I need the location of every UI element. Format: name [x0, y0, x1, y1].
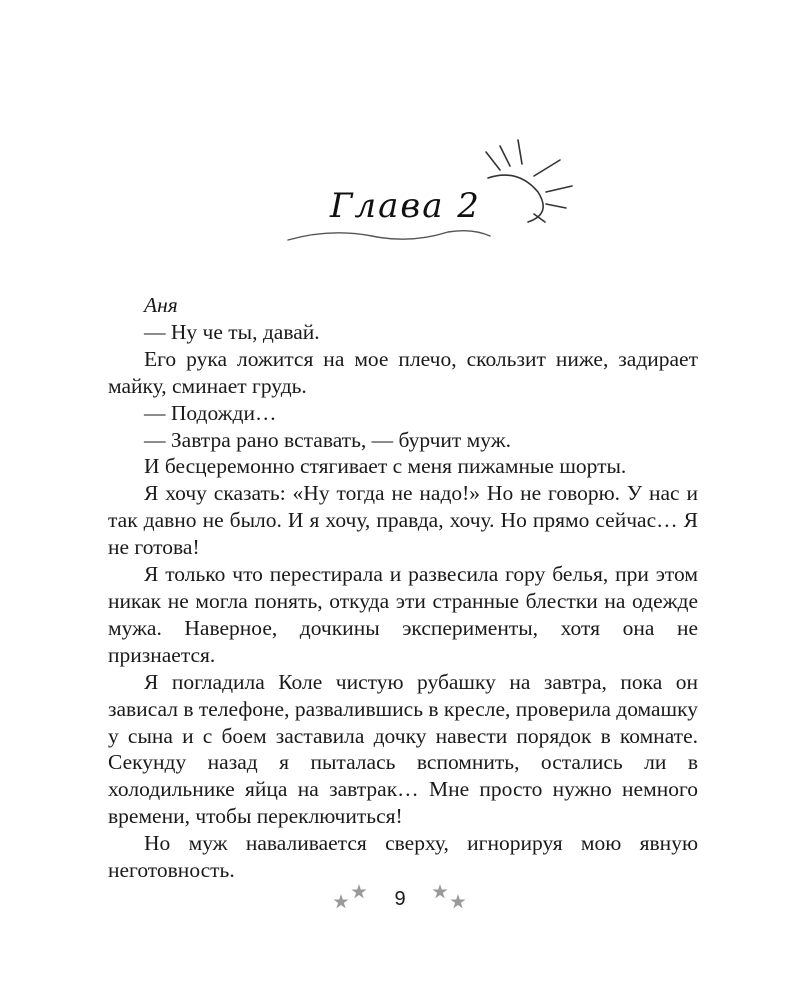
chapter-text: [108, 292, 698, 884]
paragraph: Я хочу сказать: «Ну тогда не надо!» Но не говорю. У нас и так давно не было. И я хочу, правда, хочу. Но прямо сейчас… Я не готова!: [108, 481, 698, 560]
paragraph: Я только что перестирала и развесила гору белья, при этом никак не могла понять, откуда эти странные блестки на одежде мужа. Наверное, дочкины эксперименты, хотя она не признается.: [108, 562, 698, 667]
paragraph: — Ну че ты, давай.: [144, 319, 320, 344]
paragraph: И бесцеремонно стягивает с меня пижамные шорты.: [144, 454, 627, 479]
title-underline-swash: [288, 231, 490, 240]
star-icon: [432, 884, 447, 898]
star-icon: [333, 894, 348, 908]
paragraph: — Подожди…: [144, 400, 277, 425]
paragraph: Я погладила Коле чистую рубашку на завтра, пока он зависал в телефоне, развалившись в кресле, проверила домашку у сына и с боем заставила дочку навести порядок в комнате. Секунду назад я пыталась вспомнить, остались ли в холодильнике яйца на завтрак… Мне просто нужно немного времени, чтобы переключиться!: [108, 669, 698, 829]
star-icon: [450, 894, 465, 908]
paragraph: Его рука ложится на мое плечо, скользит ниже, задирает майку, сминает грудь.: [108, 346, 698, 398]
chapter-title: Глава 2: [330, 186, 481, 226]
sun-icon: [486, 140, 572, 222]
star-icon: [351, 884, 366, 898]
page-number: 9: [394, 888, 406, 910]
speaker-name: Аня: [144, 293, 178, 317]
chapter-header-art: [0, 0, 800, 280]
paragraph: Но муж наваливается сверху, игнорируя мою явную неготовность.: [108, 831, 698, 883]
paragraph: — Завтра рано вставать, — бурчит муж.: [144, 427, 511, 452]
